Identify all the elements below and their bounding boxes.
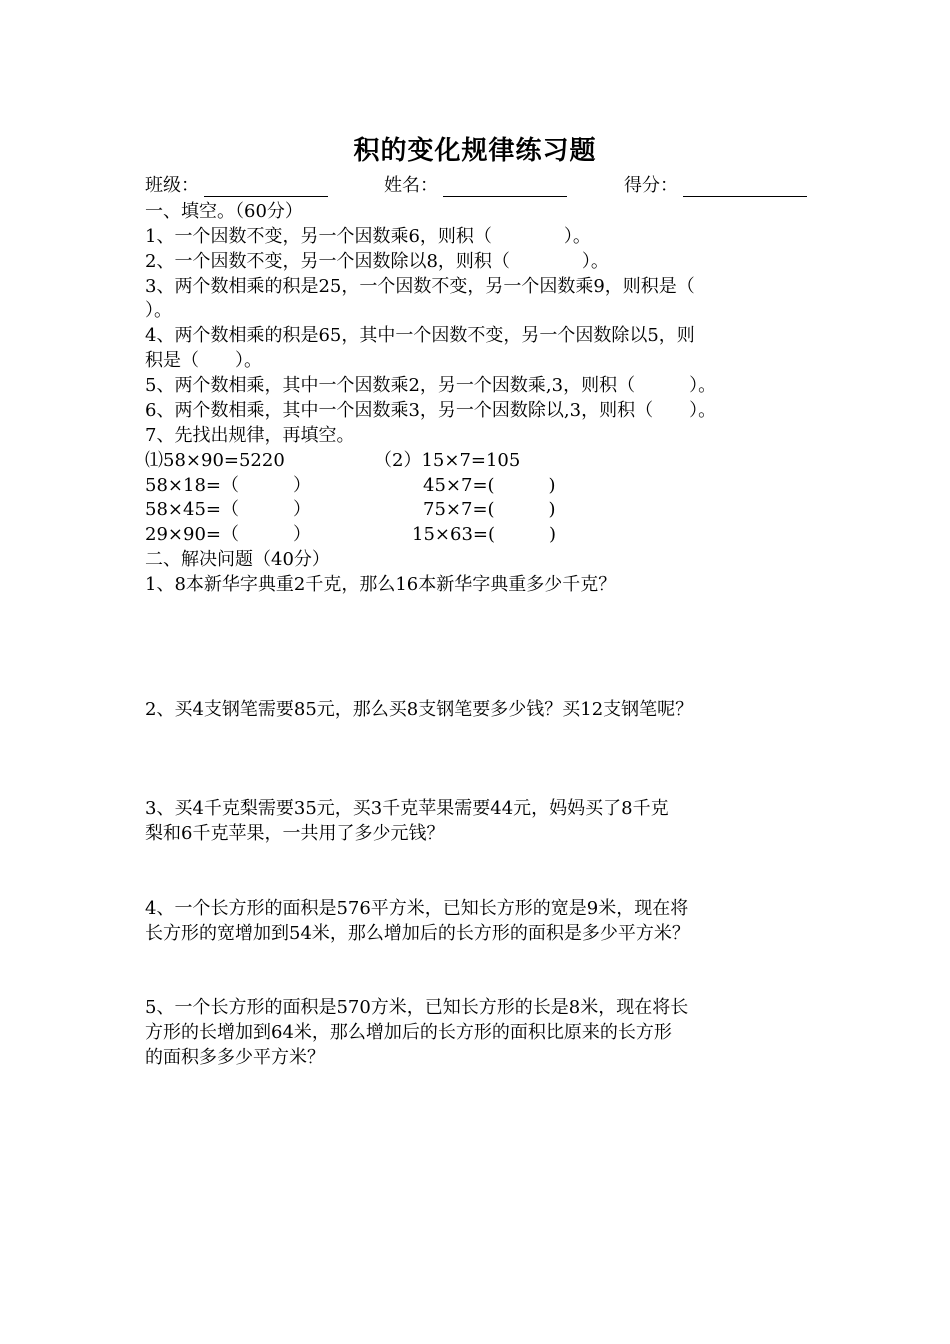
fill-question-3-line1: 3、两个数相乘的积是25，一个因数不变，另一个因数乘9，则积是（ <box>145 276 695 297</box>
fill-question-2: 2、一个因数不变，另一个因数除以8，则积（ ）。 <box>145 251 609 272</box>
fill-question-4-line2: 积是（ ）。 <box>145 350 262 371</box>
pattern-left-4: 29×90=（ ） <box>145 524 311 545</box>
problem-4-line2: 长方形的宽增加到54米，那么增加后的长方形的面积是多少平方米？ <box>145 923 690 944</box>
pattern-left-2: 58×18=（ ） <box>145 475 311 496</box>
score-blank <box>683 196 807 197</box>
problem-5-line2: 方形的长增加到64米，那么增加后的长方形的面积比原来的长方形 <box>145 1022 672 1043</box>
name-label: 姓名： <box>384 175 438 196</box>
pattern-right-2: 45×7=( ) <box>423 475 556 496</box>
page-title: 积的变化规律练习题 <box>353 136 597 166</box>
section1-heading: 一、填空。（60分） <box>145 201 303 222</box>
class-blank <box>204 196 328 197</box>
fill-question-7: 7、先找出规律，再填空。 <box>145 425 355 446</box>
fill-question-3-line2: ）。 <box>145 300 172 321</box>
class-label: 班级： <box>145 175 199 196</box>
problem-5-line3: 的面积多多少平方米？ <box>145 1047 325 1068</box>
problem-4-line1: 4、一个长方形的面积是576平方米，已知长方形的宽是9米，现在将 <box>145 898 689 919</box>
pattern-right-4: 15×63=( ) <box>412 524 557 545</box>
name-blank <box>443 196 567 197</box>
fill-question-1: 1、一个因数不变，另一个因数乘6，则积（ ）。 <box>145 226 591 247</box>
problem-3-line1: 3、买4千克梨需要35元，买3千克苹果需要44元，妈妈买了8千克 <box>145 798 669 819</box>
pattern-right-3: 75×7=( ) <box>423 499 556 520</box>
fill-question-5: 5、两个数相乘，其中一个因数乘2，另一个因数乘,3，则积（ ）。 <box>145 375 717 396</box>
pattern-right-1: （2）15×7=105 <box>374 450 521 471</box>
problem-3-line2: 梨和6千克苹果，一共用了多少元钱？ <box>145 823 445 844</box>
fill-question-6: 6、两个数相乘，其中一个因数乘3，另一个因数除以,3，则积（ ）。 <box>145 400 717 421</box>
problem-1: 1、8本新华字典重2千克，那么16本新华字典重多少千克？ <box>145 574 617 595</box>
section2-heading: 二、解决问题（40分） <box>145 549 330 570</box>
problem-2: 2、买4支钢笔需要85元，那么买8支钢笔要多少钱？买12支钢笔呢？ <box>145 699 694 720</box>
fill-question-4-line1: 4、两个数相乘的积是65，其中一个因数不变，另一个因数除以5，则 <box>145 325 695 346</box>
pattern-left-1: ⑴58×90=5220 <box>145 450 285 471</box>
problem-5-line1: 5、一个长方形的面积是570方米，已知长方形的长是8米，现在将长 <box>145 997 689 1018</box>
pattern-left-3: 58×45=（ ） <box>145 499 311 520</box>
score-label: 得分： <box>624 175 678 196</box>
